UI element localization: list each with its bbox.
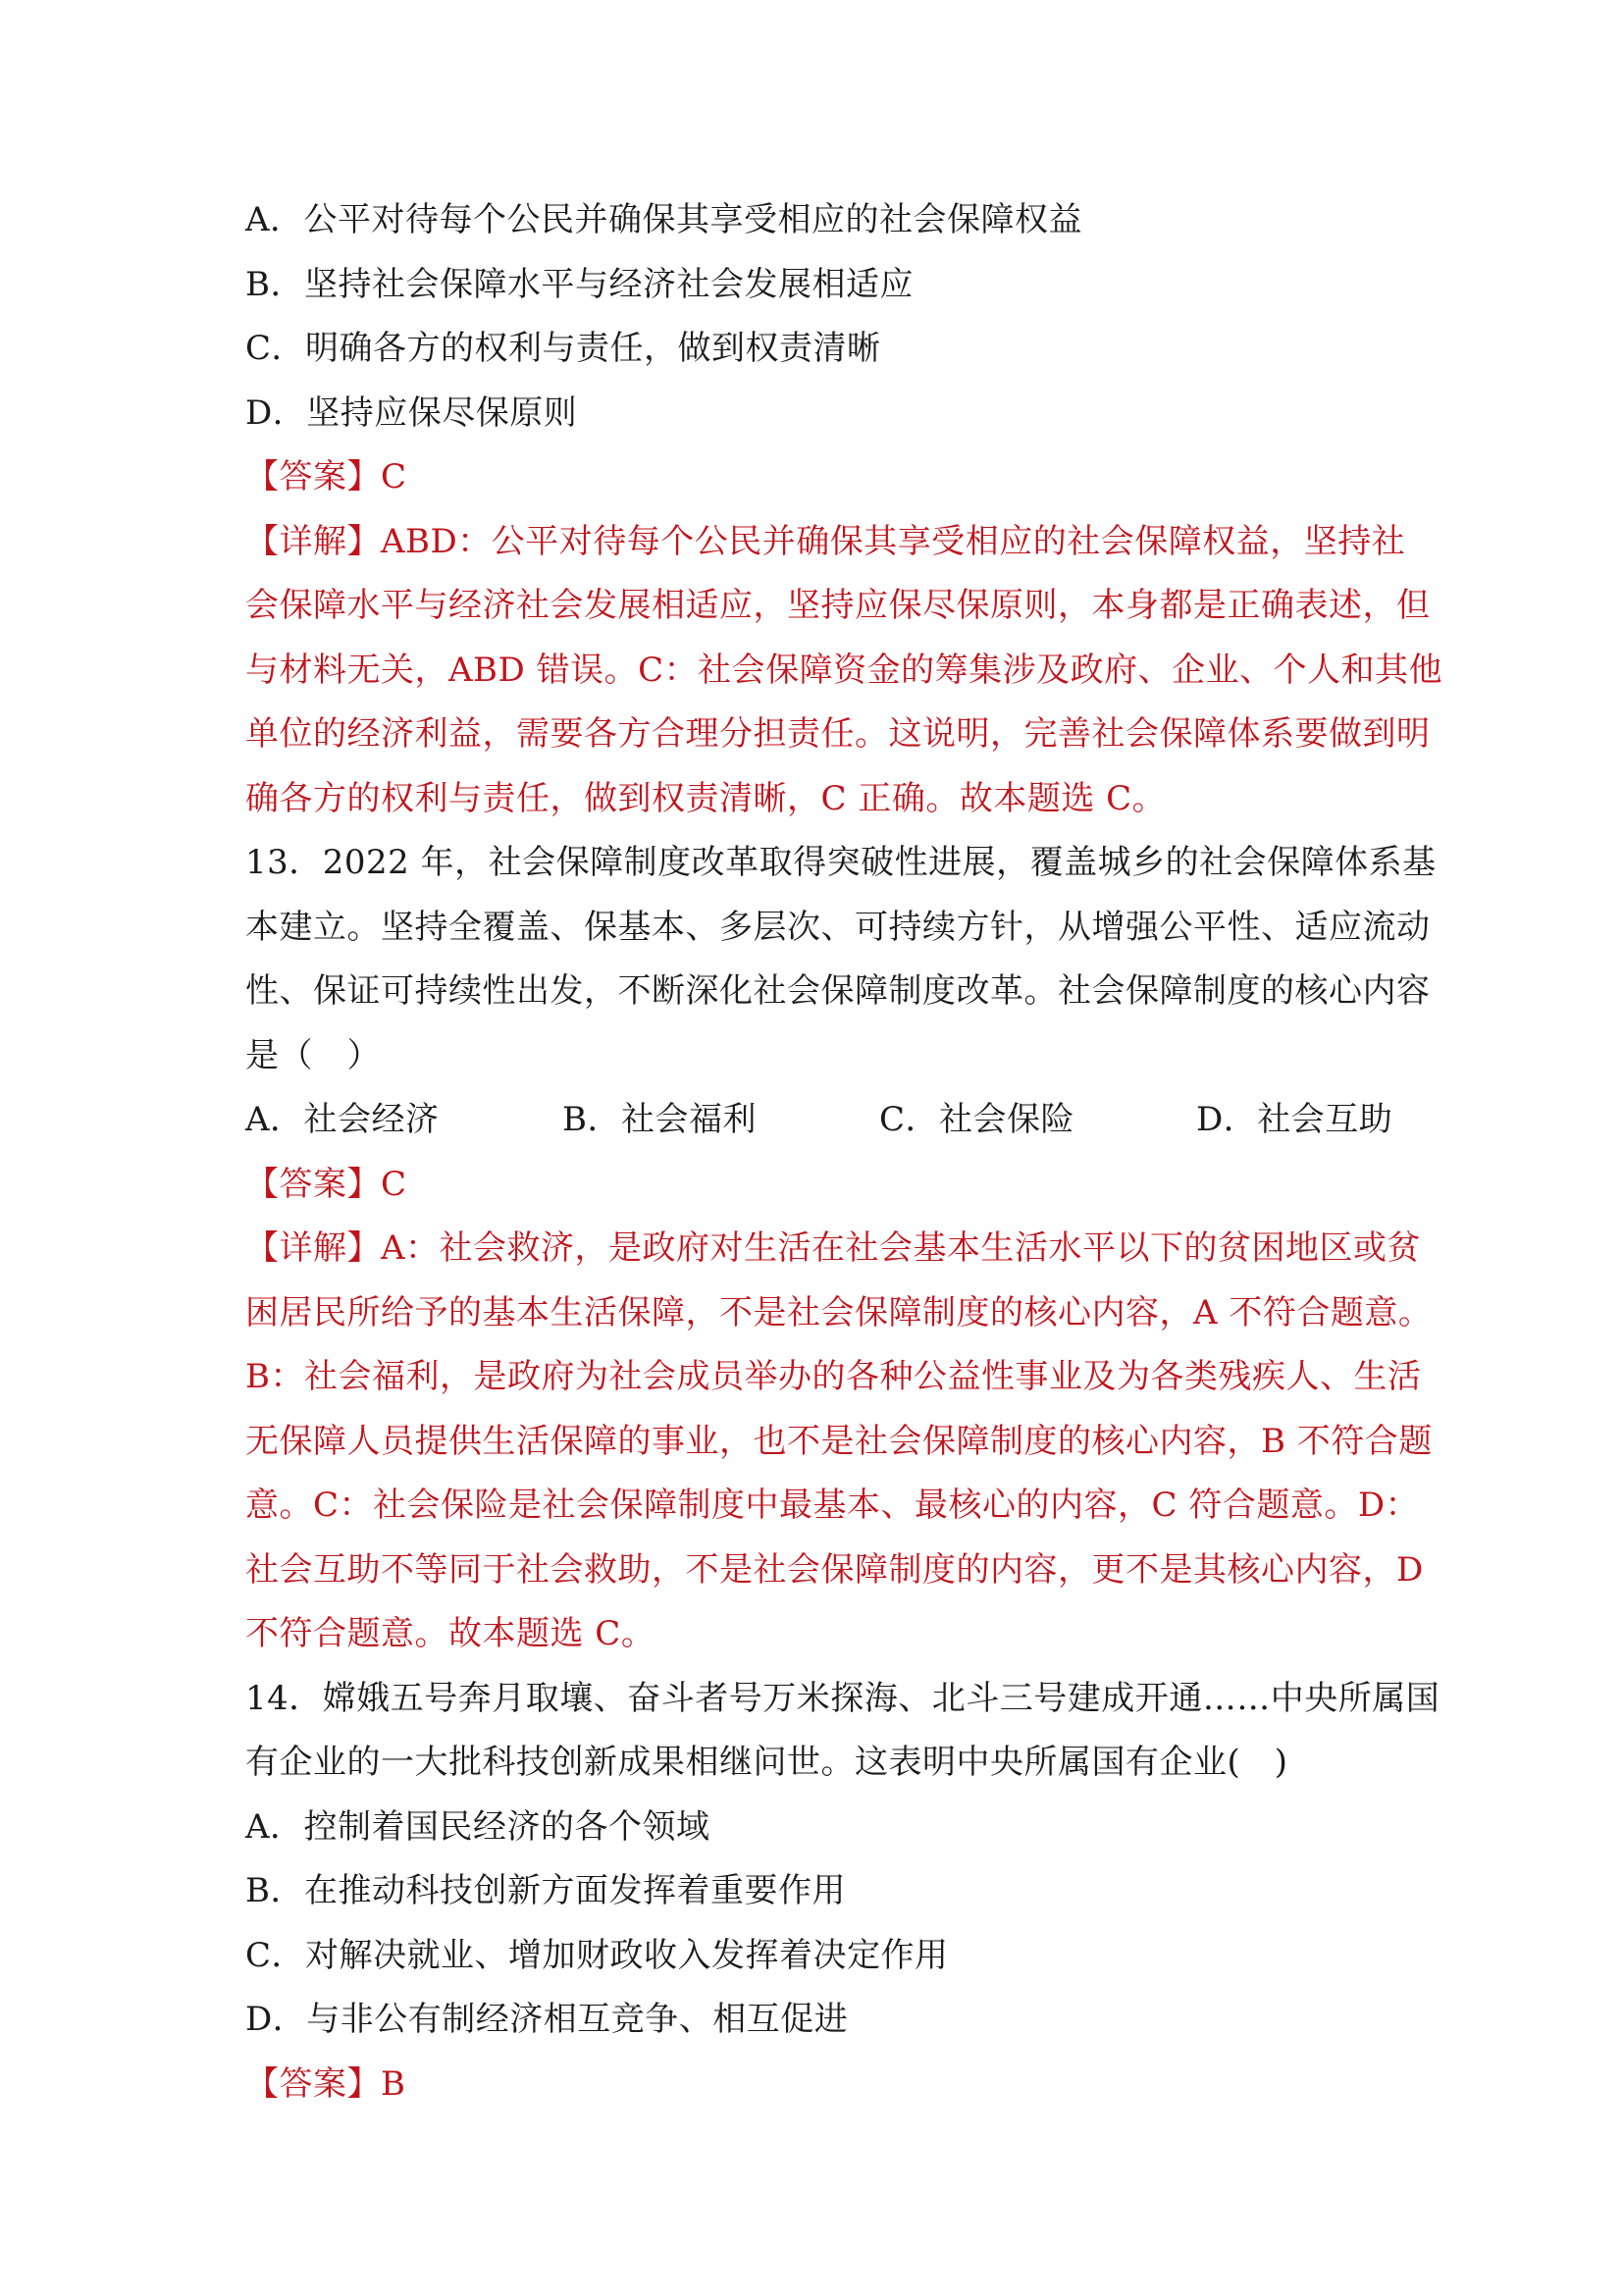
q13-option-d: D．社会互助 [1196, 1100, 1393, 1139]
q13-stem-line-3: 性、保证可持续性出发，不断深化社会保障制度改革。社会保障制度的核心内容 [245, 971, 1431, 1011]
q13-stem-line-2: 本建立。坚持全覆盖、保基本、多层次、可持续方针，从增强公平性、适应流动 [245, 907, 1431, 947]
q14-answer [245, 2053, 1403, 2117]
q13-explain-line-1 [245, 1217, 1422, 1281]
q14-option-b: B．在推动科技创新方面发挥着重要作用 [245, 1871, 846, 1910]
q12-explain-label: 【详解】 [245, 521, 381, 561]
q13-answer-value: C [381, 1164, 407, 1204]
q12-explain-text-1: ABD：公平对待每个公民并确保其享受相应的社会保障权益，坚持社 [381, 521, 1406, 561]
q14-stem-line-2: 有企业的一大批科技创新成果相继问世。这表明中央所属国有企业( ) [245, 1743, 1288, 1782]
document-page [245, 188, 1443, 2116]
q13-options-row [245, 1088, 1403, 1153]
q13-answer-label: 【答案】 [245, 1164, 381, 1204]
q12-explain-line-5: 确各方的权利与责任，做到权责清晰，C 正确。故本题选 C。 [245, 778, 1167, 818]
q14-answer-label: 【答案】 [245, 2063, 381, 2104]
q12-explain-line-1 [245, 510, 1406, 575]
q13-explain-line-7: 不符合题意。故本题选 C。 [245, 1614, 655, 1653]
q13-option-b: B．社会福利 [562, 1100, 757, 1139]
q13-explain-line-3: B：社会福利，是政府为社会成员举办的各种公益性事业及为各类残疾人、生活 [245, 1357, 1422, 1396]
q13-explain-line-2: 困居民所给予的基本生活保障，不是社会保障制度的核心内容，A 不符合题意。 [245, 1292, 1433, 1332]
q12-answer-label: 【答案】 [245, 457, 381, 496]
q13-answer [245, 1153, 1403, 1218]
q13-explain-label: 【详解】 [245, 1228, 381, 1268]
q14-option-d: D．与非公有制经济相互竞争、相互促进 [245, 2000, 849, 2039]
q14-option-a: A．控制着国民经济的各个领域 [245, 1806, 710, 1847]
q12-answer-value: C [381, 457, 407, 496]
q13-stem-line-1: 13．2022 年，社会保障制度改革取得突破性进展，覆盖城乡的社会保障体系基 [245, 843, 1437, 882]
q12-option-d: D．坚持应保尽保原则 [245, 392, 578, 433]
q14-option-c: C．对解决就业、增加财政收入发挥着决定作用 [245, 1935, 949, 1975]
q12-explain-line-3: 与材料无关，ABD 错误。C：社会保障资金的筹集涉及政府、企业、个人和其他 [245, 650, 1443, 690]
q12-option-a: A．公平对待每个公民并确保其享受相应的社会保障权益 [245, 200, 1083, 239]
q12-option-c: C．明确各方的权利与责任，做到权责清晰 [245, 329, 881, 368]
q13-option-a: A．社会经济 [245, 1100, 440, 1139]
q12-option-b: B．坚持社会保障水平与经济社会发展相适应 [245, 264, 914, 304]
q12-explain-line-2: 会保障水平与经济社会发展相适应，坚持应保尽保原则，本身都是正确表述，但 [245, 586, 1431, 625]
q12-explain-line-4: 单位的经济利益，需要各方合理分担责任。这说明，完善社会保障体系要做到明 [245, 714, 1431, 754]
q13-explain-line-6: 社会互助不等同于社会救助，不是社会保障制度的内容，更不是其核心内容，D [245, 1549, 1424, 1590]
q13-explain-text-1: A：社会救济，是政府对生活在社会基本生活水平以下的贫困地区或贫 [381, 1228, 1422, 1268]
q13-explain-line-5: 意。C：社会保险是社会保障制度中最基本、最核心的内容，C 符合题意。D： [245, 1486, 1420, 1525]
q14-answer-value: B [381, 2063, 406, 2104]
q12-answer [245, 445, 1403, 510]
q13-stem-line-4: 是（ ） [245, 1035, 381, 1075]
q13-option-c: C．社会保险 [879, 1100, 1075, 1139]
q13-explain-line-4: 无保障人员提供生活保障的事业，也不是社会保障制度的核心内容，B 不符合题 [245, 1421, 1433, 1461]
q14-stem-line-1: 14．嫦娥五号奔月取壤、奋斗者号万米探海、北斗三号建成开通……中央所属国 [245, 1678, 1440, 1718]
